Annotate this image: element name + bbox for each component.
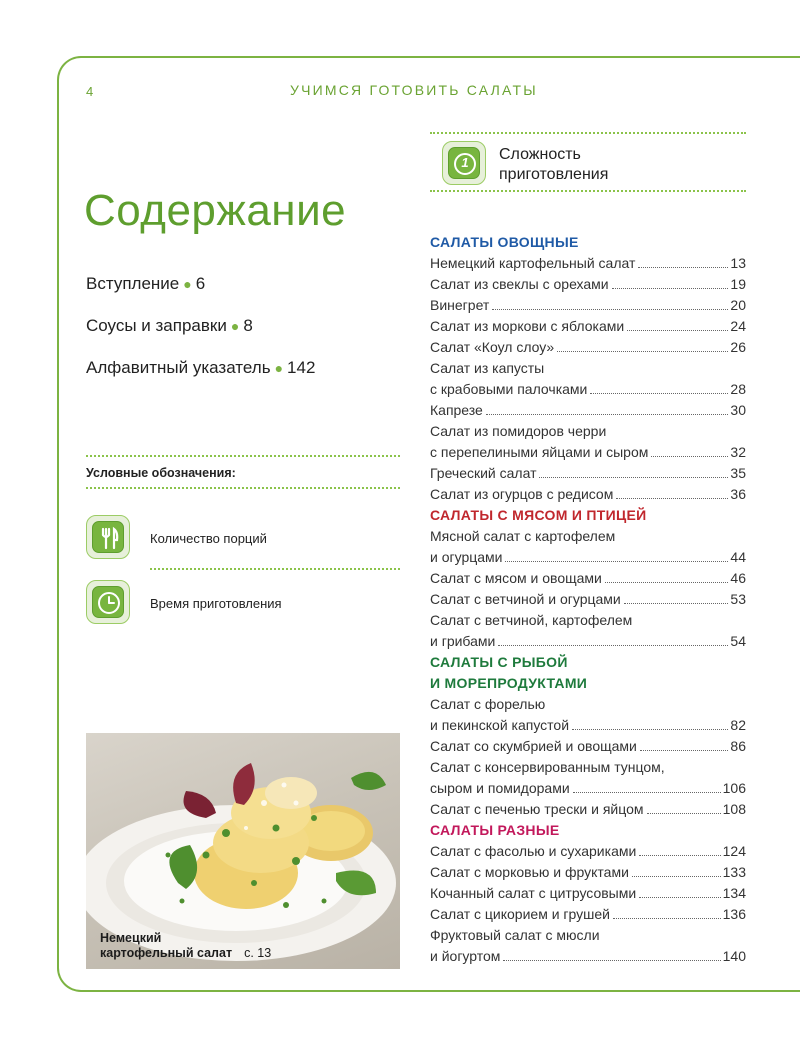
- bullet-dot: ●: [230, 318, 240, 334]
- dot-leader: [590, 393, 728, 394]
- complexity-label-line: Сложность: [499, 146, 581, 163]
- dot-leader: [613, 918, 721, 919]
- clock-icon: [86, 580, 130, 624]
- front-item-index[interactable]: [86, 358, 315, 378]
- complexity-label: [499, 145, 608, 185]
- toc-entry-title: Капрезе: [430, 402, 483, 418]
- toc-entry-line[interactable]: Мясной салат с картофелем: [430, 528, 616, 544]
- toc-entry-page: 86: [730, 738, 746, 754]
- toc-entry-title: Салат «Коул слоу»: [430, 339, 555, 355]
- complexity-label-line: приготовления: [499, 166, 609, 183]
- toc-entry-page: 140: [722, 948, 746, 964]
- page-number: 4: [86, 84, 94, 99]
- fork-knife-icon: [86, 515, 130, 559]
- complexity-badge-icon: [442, 141, 486, 185]
- toc-entry-line[interactable]: Салат с форелью: [430, 696, 546, 712]
- dot-leader: [651, 456, 728, 457]
- toc-entry-line[interactable]: Салат с ветчиной, картофелем: [430, 612, 633, 628]
- section-title: САЛАТЫ С РЫБОЙ: [430, 654, 568, 670]
- toc-entry[interactable]: [430, 778, 746, 799]
- toc-entry-page: 30: [730, 402, 746, 418]
- dot-leader: [605, 582, 729, 583]
- toc-entry-title: Салат из моркови с яблоками: [430, 318, 625, 334]
- running-title: УЧИМСЯ ГОТОВИТЬ САЛАТЫ: [290, 82, 538, 98]
- front-item-label: Соусы и заправки: [86, 316, 227, 335]
- divider: [430, 190, 746, 192]
- toc-entry-page: 32: [730, 444, 746, 460]
- toc-entry-line[interactable]: Салат из помидоров черри: [430, 423, 607, 439]
- toc-entry-page: 134: [722, 885, 746, 901]
- dot-leader: [503, 960, 720, 961]
- section-title: САЛАТЫ РАЗНЫЕ: [430, 822, 560, 838]
- caption-page: с. 13: [244, 946, 272, 960]
- complexity-badge-number: 1: [461, 155, 469, 170]
- dot-leader: [612, 288, 729, 289]
- dot-leader: [573, 792, 721, 793]
- toc-entry-page: 19: [730, 276, 746, 292]
- toc-entry-title: Винегрет: [430, 297, 490, 313]
- toc-entry-title: сыром и помидорами: [430, 780, 570, 796]
- dot-leader: [624, 603, 729, 604]
- legend-time-label: Время приготовления: [150, 596, 282, 611]
- dot-leader: [639, 897, 720, 898]
- dot-leader: [632, 876, 721, 877]
- toc-entry-page: 28: [730, 381, 746, 397]
- toc-entry[interactable]: [430, 883, 746, 904]
- toc-entry-page: 124: [722, 843, 746, 859]
- toc-entry-title: Салат с печенью трески и яйцом: [430, 801, 644, 817]
- front-item-page: 8: [243, 316, 253, 335]
- divider: [150, 568, 400, 570]
- toc-entry-page: 36: [730, 486, 746, 502]
- divider: [430, 132, 746, 134]
- toc-entry-page: 106: [722, 780, 746, 796]
- toc-entry[interactable]: [430, 841, 746, 862]
- toc-entry-title: Салат с фасолью и сухариками: [430, 843, 637, 859]
- dot-leader: [640, 750, 729, 751]
- toc-entry[interactable]: [430, 484, 746, 505]
- toc-entry-title: с крабовыми палочками: [430, 381, 588, 397]
- toc-entry-page: 20: [730, 297, 746, 313]
- front-item-page: 6: [195, 274, 206, 293]
- toc-entry-title: Салат с мясом и овощами: [430, 570, 602, 586]
- section-title: САЛАТЫ ОВОЩНЫЕ: [430, 234, 579, 250]
- toc-entry[interactable]: [430, 295, 746, 316]
- toc-entry-page: 108: [722, 801, 746, 817]
- toc-entry[interactable]: [430, 946, 746, 967]
- toc-entry[interactable]: [430, 337, 746, 358]
- dot-leader: [539, 477, 728, 478]
- legend-title: Условные обозначения:: [86, 466, 236, 480]
- toc-entry[interactable]: [430, 568, 746, 589]
- toc-entry[interactable]: [430, 799, 746, 820]
- dot-leader: [647, 813, 721, 814]
- dot-leader: [486, 414, 729, 415]
- toc-entry[interactable]: [430, 547, 746, 568]
- salad-photo: [86, 733, 400, 969]
- toc-entry-title: Салат из огурцов с редисом: [430, 486, 614, 502]
- toc-entry-page: 35: [730, 465, 746, 481]
- dot-leader: [557, 351, 728, 352]
- toc-entry[interactable]: [430, 400, 746, 421]
- toc-entry-line[interactable]: Салат из капусты: [430, 360, 545, 376]
- caption-line: картофельный салат: [100, 946, 233, 960]
- toc-entry-title: и огурцами: [430, 549, 503, 565]
- table-of-contents: [430, 232, 746, 967]
- dot-leader: [498, 645, 728, 646]
- toc-entry-page: 26: [730, 339, 746, 355]
- toc-entry[interactable]: [430, 631, 746, 652]
- toc-entry[interactable]: [430, 736, 746, 757]
- dot-leader: [639, 855, 720, 856]
- toc-entry-title: и грибами: [430, 633, 496, 649]
- toc-entry-title: Салат с морковью и фруктами: [430, 864, 629, 880]
- divider: [86, 455, 400, 457]
- toc-entry-page: 46: [730, 570, 746, 586]
- section-title: САЛАТЫ С МЯСОМ И ПТИЦЕЙ: [430, 507, 647, 523]
- toc-entry-page: 13: [730, 255, 746, 271]
- toc-entry-title: и пекинской капустой: [430, 717, 570, 733]
- caption-line: Немецкий: [100, 931, 162, 945]
- toc-entry-page: 54: [730, 633, 746, 649]
- dot-leader: [627, 330, 728, 331]
- section-title: И МОРЕПРОДУКТАМИ: [430, 675, 588, 691]
- toc-entry-title: Салат со скумбрией и овощами: [430, 738, 637, 754]
- toc-entry-page: 133: [722, 864, 746, 880]
- toc-entry-line[interactable]: Фруктовый салат с мюсли: [430, 927, 600, 943]
- legend-servings-label: Количество порций: [150, 531, 267, 546]
- toc-entry[interactable]: [430, 316, 746, 337]
- toc-entry-title: с перепелиными яйцами и сыром: [430, 444, 649, 460]
- toc-entry-title: Греческий салат: [430, 465, 537, 481]
- front-item-label: Вступление: [86, 274, 180, 293]
- dot-leader: [616, 498, 728, 499]
- toc-entry-title: Салат из свеклы с орехами: [430, 276, 609, 292]
- dot-leader: [638, 267, 728, 268]
- toc-entry-title: Салат с цикорием и грушей: [430, 906, 610, 922]
- front-item-sauces[interactable]: [86, 316, 253, 336]
- toc-entry-page: 53: [730, 591, 746, 607]
- front-item-page: 142: [287, 358, 316, 377]
- toc-entry[interactable]: [430, 904, 746, 925]
- photo-caption: [100, 931, 271, 961]
- toc-entry-page: 136: [722, 906, 746, 922]
- toc-entry[interactable]: [430, 589, 746, 610]
- toc-entry-line[interactable]: Салат с консервированным тунцом,: [430, 759, 665, 775]
- dot-leader: [505, 561, 728, 562]
- toc-entry-page: 24: [730, 318, 746, 334]
- toc-entry[interactable]: [430, 253, 746, 274]
- toc-entry-title: Кочанный салат с цитрусовыми: [430, 885, 637, 901]
- toc-entry[interactable]: [430, 379, 746, 400]
- toc-entry-page: 82: [730, 717, 746, 733]
- front-item-intro[interactable]: [86, 274, 205, 294]
- toc-entry[interactable]: [430, 274, 746, 295]
- front-item-label: Алфавитный указатель: [86, 358, 271, 377]
- toc-entry-page: 44: [730, 549, 746, 565]
- page-title: Содержание: [84, 186, 347, 235]
- toc-entry[interactable]: [430, 715, 746, 736]
- dot-leader: [492, 309, 728, 310]
- toc-entry[interactable]: [430, 862, 746, 883]
- bullet-dot: ●: [274, 360, 284, 376]
- divider: [86, 487, 400, 489]
- bullet-dot: ●: [183, 276, 192, 292]
- toc-entry-title: Салат с ветчиной и огурцами: [430, 591, 621, 607]
- toc-entry[interactable]: [430, 442, 746, 463]
- dot-leader: [572, 729, 728, 730]
- toc-entry[interactable]: [430, 463, 746, 484]
- toc-entry-title: Немецкий картофельный салат: [430, 255, 636, 271]
- toc-entry-title: и йогуртом: [430, 948, 501, 964]
